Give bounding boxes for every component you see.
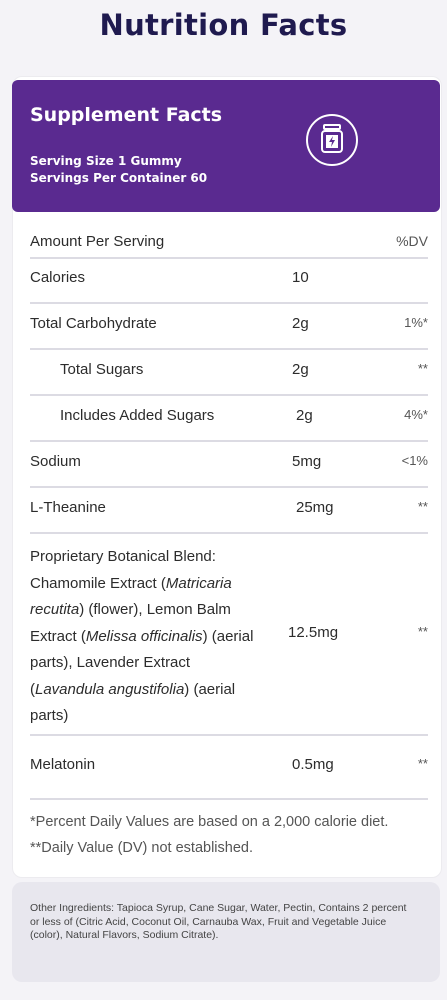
nutrient-name: L-Theanine xyxy=(30,499,106,516)
supplement-jar-icon xyxy=(306,114,358,166)
divider xyxy=(30,348,428,350)
latin-name: Melissa officinalis xyxy=(85,627,203,645)
nutrient-dv: 4%* xyxy=(404,407,428,422)
nutrient-dv: ** xyxy=(417,499,428,514)
divider xyxy=(30,257,428,259)
divider xyxy=(30,394,428,396)
nutrient-amount: 5mg xyxy=(292,453,322,470)
nutrient-name: Calories xyxy=(30,269,86,286)
dv-footnote: *Percent Daily Values are based on a 2,000 calorie diet. xyxy=(30,814,389,830)
blend-amount: 12.5mg xyxy=(288,624,339,641)
nutrient-dv: 1%* xyxy=(404,315,428,330)
nutrient-name: Includes Added Sugars xyxy=(60,407,215,424)
nutrient-amount: 25mg xyxy=(296,499,334,516)
divider xyxy=(30,532,428,534)
servings-per-container: Servings Per Container 60 xyxy=(30,171,208,185)
blend-dv: ** xyxy=(417,624,428,639)
nutrient-amount: 0.5mg xyxy=(292,756,334,773)
nutrient-amount: 2g xyxy=(292,361,309,378)
nutrient-name: Total Sugars xyxy=(60,361,144,378)
other-ingredients-box xyxy=(12,882,440,982)
divider xyxy=(30,440,428,442)
serving-size: Serving Size 1 Gummy xyxy=(30,154,182,168)
other-ingredients-text: Other Ingredients: Tapioca Syrup, Cane Sugar, Water, Pectin, Contains 2 percent or less of (Citric Acid, Coconut Oil, Carnauba Wax, Fruit and Vegetable Juice (color), Natural Flavors, Sodium Citrate). xyxy=(30,902,407,941)
nutrient-amount: 2g xyxy=(292,315,309,332)
divider xyxy=(30,798,428,800)
nutrient-name: Sodium xyxy=(30,453,81,470)
serving-info xyxy=(30,153,207,187)
blend-text-part: ) (aerial parts) xyxy=(30,680,236,724)
nutrient-amount: 10 xyxy=(292,269,309,286)
page-title: Nutrition Facts xyxy=(99,8,348,42)
blend-title: Proprietary Botanical Blend: xyxy=(30,548,216,565)
blend-text-part: Chamomile Extract ( xyxy=(30,574,166,592)
divider xyxy=(30,734,428,736)
dv-header: %DV xyxy=(396,233,428,249)
latin-name: Matricaria recutita xyxy=(30,574,232,618)
supplement-facts-header xyxy=(12,80,440,212)
proprietary-blend-text xyxy=(30,544,260,730)
nutrient-amount: 2g xyxy=(296,407,313,424)
blend-text-part: ) (flower), Lemon Balm Extract ( xyxy=(30,601,231,645)
latin-name: Lavandula angustifolia xyxy=(35,680,185,698)
nutrient-dv: ** xyxy=(417,361,428,376)
amount-per-serving-label: Amount Per Serving xyxy=(30,233,165,250)
panel-title: Supplement Facts xyxy=(30,104,223,126)
divider xyxy=(30,302,428,304)
nutrient-name: Melatonin xyxy=(30,756,96,773)
divider xyxy=(30,486,428,488)
blend-text-part: ) (aerial parts), Lavender Extract ( xyxy=(30,627,254,698)
nutrient-dv: <1% xyxy=(401,453,428,468)
nutrient-dv: ** xyxy=(417,756,428,771)
dv-not-established-footnote: **Daily Value (DV) not established. xyxy=(30,840,253,856)
nutrient-name: Total Carbohydrate xyxy=(30,315,157,332)
